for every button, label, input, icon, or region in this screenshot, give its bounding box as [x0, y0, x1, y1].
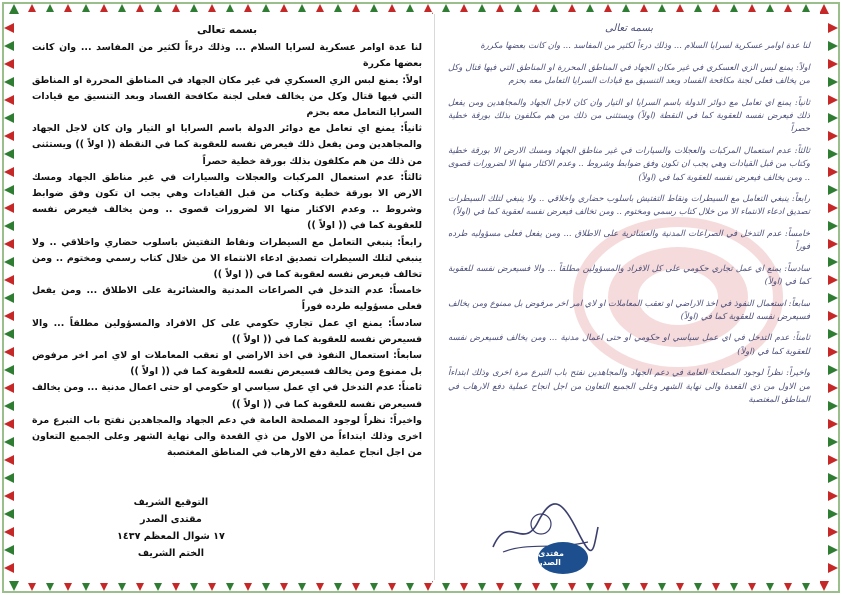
- handwritten-paragraph: واخيراً: نظراً لوجود المصلحة العامة في دعم الجهاد والمجاهدين نفتح باب التبرع مرة اخرى وذلك ابتداءاً من الاول من ذي القعدة والى نهاية الشهر وعلى الجميع التعاون من اجل انجاح عملية دفع الارهاب في المناطق المغتصبة: [448, 367, 810, 404]
- printed-paragraph: اولاً: يمنع لبس الزي العسكري في غير مكان الجهاد في المناطق المحررة او المناطق التي فيها قتال وكل من يخالف فعلى لجنة مكافحة الفساد وبعد التنسيق مع قيادات السرايا التعامل معه بحزم: [32, 74, 422, 119]
- handwritten-paragraph: لنا عدة اوامر عسكرية لسرايا السلام ... وذلك درءاً لكثير من المفاسد ... وان كانت بعضها مكررة: [480, 40, 810, 51]
- handwritten-paragraph: سابعاً: استعمال النفوذ في اخذ الاراضي او تعقب المعاملات او لاي امر اخر مرفوض بل ممنوع ومن يخالف فسيعرض نفسه للعقوبة كما في (اولاً): [448, 297, 810, 321]
- printed-paragraph: رابعاً: ينبغي التعامل مع السيطرات ونقاط التفتيش باسلوب حضاري واخلاقي .. ولا ينبغي لتلك السيطرات تصديق ادعاء الانتماء الا من خلال كتاب رسمي ومختوم .. ومن تخالف فيعرض نفسه لعقوبة كما في (( اولاً )): [32, 236, 422, 281]
- handwritten-paragraph: رابعاً: ينبغي التعامل مع السيطرات ونقاط التفتيش باسلوب حضاري واخلاقي .. ولا ينبغي لتلك السيطرات تصديق ادعاء الانتماء الا من خلال كتاب رسمي ومختوم .. ومن تخالف فيعرض نفسه لعقوبة كما في (اولاً): [448, 193, 810, 217]
- handwritten-title: بسمه تعالى: [604, 23, 654, 34]
- printed-paragraph: ثالثاً: عدم استعمال المركبات والعجلات والسيارات في غير مناطق الجهاد ومسك الارض الا بورقة خطية وكتاب من قبل القيادات وهي يجب ان تكون وفق ضوابط وشروط .. وعدم الاكثار منها الا لضرورات قصوى .. ومن يخالف فيعرض نفسه للعقوبة كما في (( اولاً )): [32, 171, 422, 232]
- printed-title: بسمه تعالى: [196, 24, 258, 36]
- handwritten-page: [438, 12, 820, 583]
- handwritten-paragraph: خامساً: عدم التدخل في الصراعات المدنية والعشائرية على الاطلاق ... ومن يفعل فعلى مسؤوليه طرده فوراً: [448, 227, 810, 252]
- handwritten-paragraph: سادساً: يمنع اي عمل تجاري حكومي على كل الافراد والمسؤولين مطلقاً ... والا فسيعرض نفسه للعقوبة كما في (اولاً): [448, 262, 810, 287]
- printed-paragraph: خامساً: عدم التدخل في الصراعات المدنية والعشائرية على الاطلاق ... ومن يفعل فعلى مسؤوليه طرده فوراً: [32, 285, 422, 313]
- printed-paragraph: لنا عدة اوامر عسكرية لسرايا السلام ... وذلك درءاً لكثير من المفاسد ... وان كانت بعضها مكررة: [32, 42, 422, 70]
- printed-paragraph: واخيراً: نظراً لوجود المصلحة العامة في دعم الجهاد والمجاهدين نفتح باب التبرع مرة اخرى وذلك ابتداءاً من الاول من ذي القعدة والى نهاية الشهر وعلى الجميع التعاون من اجل انجاح عملية دفع الارهاب في المناطق المغتصبة: [32, 414, 422, 459]
- printed-text: [32, 22, 422, 461]
- handwritten-paragraph: اولاً: يمنع لبس الزي العسكري في غير مكان الجهاد في المناطق المحررة او المناطق التي فيها قتال وكل من يخالف فعلى لجنة مكافحة الفساد وبعد التنسيق مع قيادات السرايا التعامل معه بحزم: [448, 61, 810, 86]
- handwritten-paragraph: ثانياً: يمنع اي تعامل مع دوائر الدولة باسم السرايا او التيار وان كان لاجل الجهاد والمجاهدين ومن يفعل ذلك فيعرض نفسه للعقوبة كما في النقطة (اولاً) ويستثنى من ذلك من هم مكلفون بذلك بورقة خطية حصراً: [448, 96, 810, 134]
- printed-paragraph: ثامناً: عدم التدخل في اي عمل سياسي او حكومي او حتى اعمال مدنية ... ومن يخالف فسيعرض نفسه للعقوبة كما في (( اولاً )): [32, 382, 422, 410]
- page-divider: [434, 14, 435, 580]
- signature-name: مقتدى الصدر: [140, 514, 202, 525]
- handwritten-paragraph: ثامناً: عدم التدخل في اي عمل سياسي او حكومي او حتى اعمال مدنية ... ومن يخالف فسيعرض نفسه للعقوبة كما في (اولاً): [448, 332, 810, 356]
- printed-page: [22, 12, 432, 583]
- printed-paragraph: ثانياً: يمنع اي تعامل مع دوائر الدولة باسم السرايا او التيار وان كان لاجل الجهاد والمجاهدين ومن يفعل ذلك فيعرض نفسه للعقوبة كما في النقطة (( اولاً )) ويستثنى من ذلك من هم مكلفون بذلك بورقة خطية حصراً: [32, 123, 422, 167]
- printed-paragraph: سابعاً: استعمال النفوذ في اخذ الاراضي او تعقب المعاملات او لاي امر اخر مرفوض بل ممنوع ومن يخالف فسيعرض نفسه للعقوبة كما في (( اولاً )): [32, 350, 422, 378]
- signature-line: التوقيع الشريف: [133, 497, 209, 508]
- signature-date: ١٧ شوال المعظم ١٤٣٧: [117, 531, 225, 542]
- printed-signature-block: [117, 494, 225, 562]
- handwritten-text: [448, 22, 810, 414]
- official-stamp: مقتدى الصدر: [538, 542, 588, 574]
- signature-seal-label: الختم الشريف: [137, 548, 205, 559]
- handwritten-paragraph: ثالثاً: عدم استعمال المركبات والعجلات والسيارات في غير مناطق الجهاد ومسك الارض الا بورقة خطية وكتاب من قبل القيادات وهي يجب ان تكون وفق ضوابط وشروط .. وعدم الاكثار منها الا لضرورات قصوى .. ومن يخالف فيعرض نفسه للعقوبة كما في (اولاً): [448, 144, 810, 182]
- printed-paragraph: سادساً: يمنع اي عمل تجاري حكومي على كل الافراد والمسؤولين مطلقاً ... والا فسيعرض نفسه للعقوبة كما في (( اولاً )): [32, 317, 422, 345]
